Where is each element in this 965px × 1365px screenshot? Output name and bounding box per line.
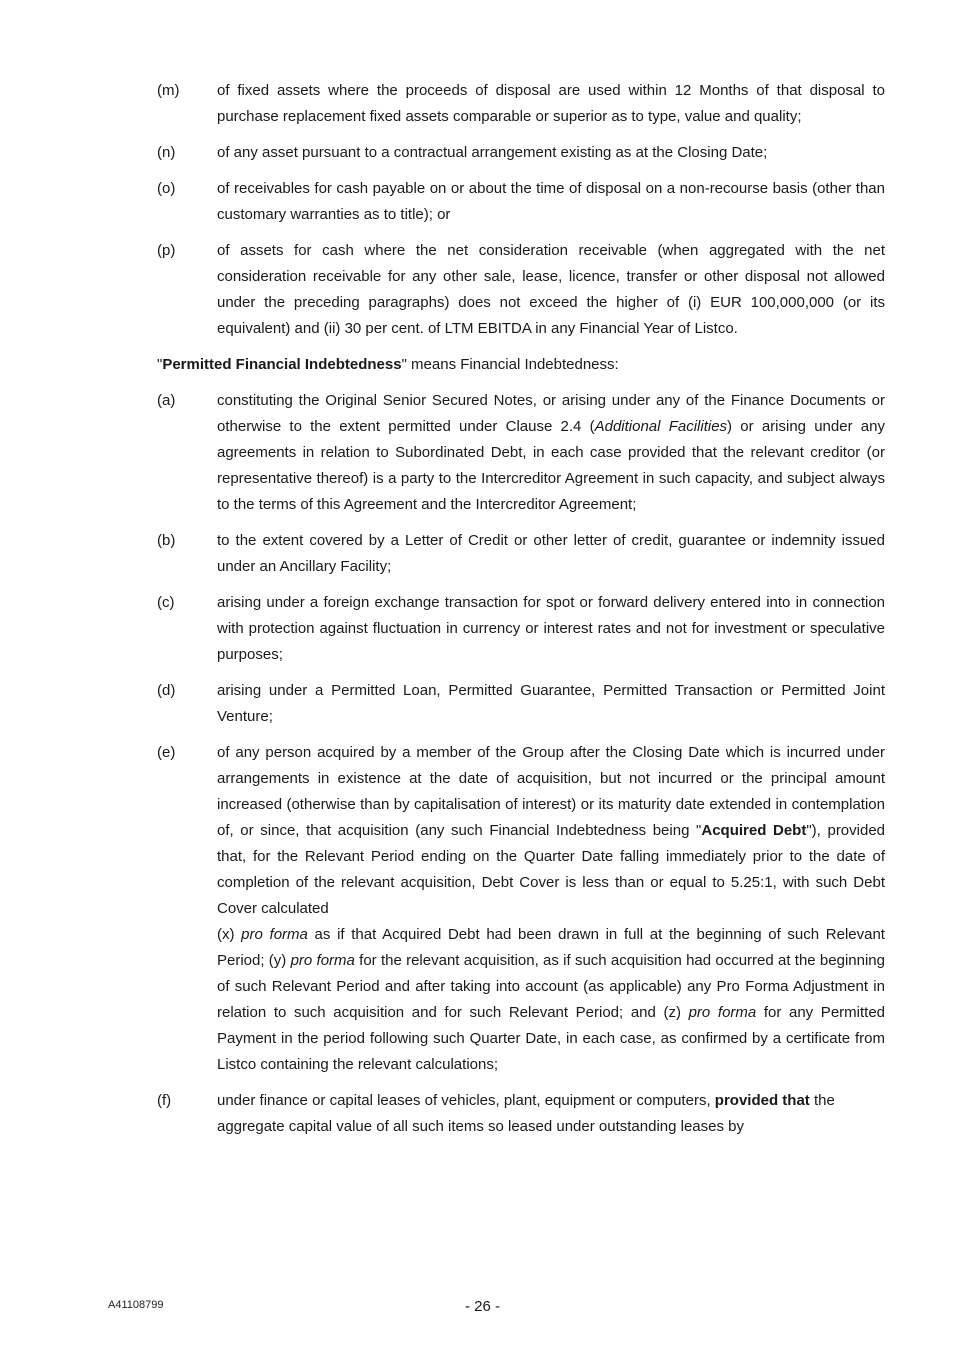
item-text-part: as if that Acquired Debt had been drawn in full at the beginning of such Relevant Period; (y)	[217, 926, 885, 969]
list-item-m	[157, 78, 885, 130]
item-text: of receivables for cash payable on or about the time of disposal on a non-recourse basis (other than customary warranties as to title); or	[217, 180, 885, 223]
item-label: (e)	[157, 744, 176, 761]
item-text-part: constituting the Original Senior Secured Notes, or arising under any of the Finance Documents or otherwise to the extent permitted under Clause 2.4 (	[217, 392, 885, 435]
item-text-italic: pro forma	[688, 1004, 757, 1021]
item-text: of assets for cash where the net consideration receivable (when aggregated with the net consideration receivable for any other sale, lease, licence, transfer or other disposal not allowed under the preceding paragraphs) does not exceed the higher of (i) EUR 100,000,000 (or its equivalent) and (ii) 30 per cent. of LTM EBITDA in any Financial Year of Listco.	[217, 242, 885, 337]
item-text	[217, 1088, 885, 1140]
list-item-a	[157, 388, 885, 518]
list-item-f	[157, 1088, 885, 1140]
item-text-italic: pro forma	[241, 926, 308, 943]
item-text-italic: pro forma	[290, 952, 355, 969]
item-label: (a)	[157, 392, 176, 409]
item-text: to the extent covered by a Letter of Credit or other letter of credit, guarantee or indemnity issued under an Ancillary Facility;	[217, 532, 885, 575]
item-label: (d)	[157, 682, 176, 699]
document-reference: A41108799	[108, 1299, 164, 1311]
item-text-part: ) or arising under any agreements in relation to Subordinated Debt, in each case provided that the relevant creditor (or representative thereof) is a party to the Intercreditor Agreement in such capacity, and subject always to the terms of this Agreement and the Intercreditor Agreement;	[217, 418, 885, 513]
item-text	[217, 740, 885, 1078]
list-item-d	[157, 678, 885, 730]
item-text-part: for the relevant acquisition, as if such acquisition had occurred at the beginning of such Relevant Period and after taking into account (as applicable) any Pro Forma Adjustment in relation to such acquisition and for such Relevant Period; and (z)	[217, 952, 885, 1021]
item-text-italic: Additional Facilities	[594, 418, 728, 435]
item-text-part: of any person acquired by a member of the Group after the Closing Date which is incurred under arrangements in existence at the date of acquisition, but not incurred or the principal amount increased (otherwise than by capitalisation of interest) or its maturity date extended in contemplation of, or since, that acquisition (any such Financial Indebtedness being "	[217, 744, 885, 839]
item-label: (f)	[157, 1092, 172, 1109]
list-item-c	[157, 590, 885, 668]
item-text: of any asset pursuant to a contractual arrangement existing as at the Closing Date;	[217, 144, 768, 161]
document-body	[157, 78, 885, 1150]
list-item-p	[157, 238, 885, 342]
item-text	[217, 388, 885, 518]
item-text: of fixed assets where the proceeds of disposal are used within 12 Months of that disposal to purchase replacement fixed assets comparable or superior as to type, value and quality;	[217, 82, 885, 125]
item-text-part: under finance or capital leases of vehicles, plant, equipment or computers,	[217, 1092, 715, 1109]
definition-rest: " means Financial Indebtedness:	[401, 356, 619, 373]
list-item-n	[157, 140, 885, 166]
item-text: arising under a foreign exchange transaction for spot or forward delivery entered into in connection with protection against fluctuation in currency or interest rates and not for investment or speculative purposes;	[217, 594, 885, 663]
item-label: (p)	[157, 242, 176, 259]
defined-term-acquired-debt: Acquired Debt	[701, 822, 807, 839]
item-e-paragraph-1	[217, 740, 885, 922]
item-label: (n)	[157, 144, 176, 161]
item-text-bold: provided that	[714, 1092, 810, 1109]
item-label: (o)	[157, 180, 176, 197]
item-label: (c)	[157, 594, 175, 611]
item-text-part: "), provided that, for the Relevant Period ending on the Quarter Date falling immediately prior to the date of completion of the relevant acquisition, Debt Cover is less than or equal to 5.25:1, with such Debt Cover calculated	[217, 822, 886, 917]
item-text-part: the aggregate capital value of all such items so leased under outstanding leases by	[217, 1092, 835, 1135]
definition-open-quote: "	[157, 356, 163, 373]
page-number: - 26 -	[464, 1298, 500, 1315]
list-item-e	[157, 740, 885, 1078]
definition-heading	[157, 352, 885, 378]
definition-term: Permitted Financial Indebtedness	[162, 356, 402, 373]
item-text-part: for any Permitted Payment in the period following such Quarter Date, in each case, as confirmed by a certificate from Listco containing the relevant calculations;	[217, 1004, 885, 1073]
item-e-paragraph-2	[217, 922, 885, 1078]
item-label: (b)	[157, 532, 176, 549]
list-item-b	[157, 528, 885, 580]
item-label: (m)	[157, 82, 180, 99]
item-text-part: (x)	[217, 926, 242, 943]
item-text: arising under a Permitted Loan, Permitted Guarantee, Permitted Transaction or Permitted Joint Venture;	[217, 682, 885, 725]
list-item-o	[157, 176, 885, 228]
